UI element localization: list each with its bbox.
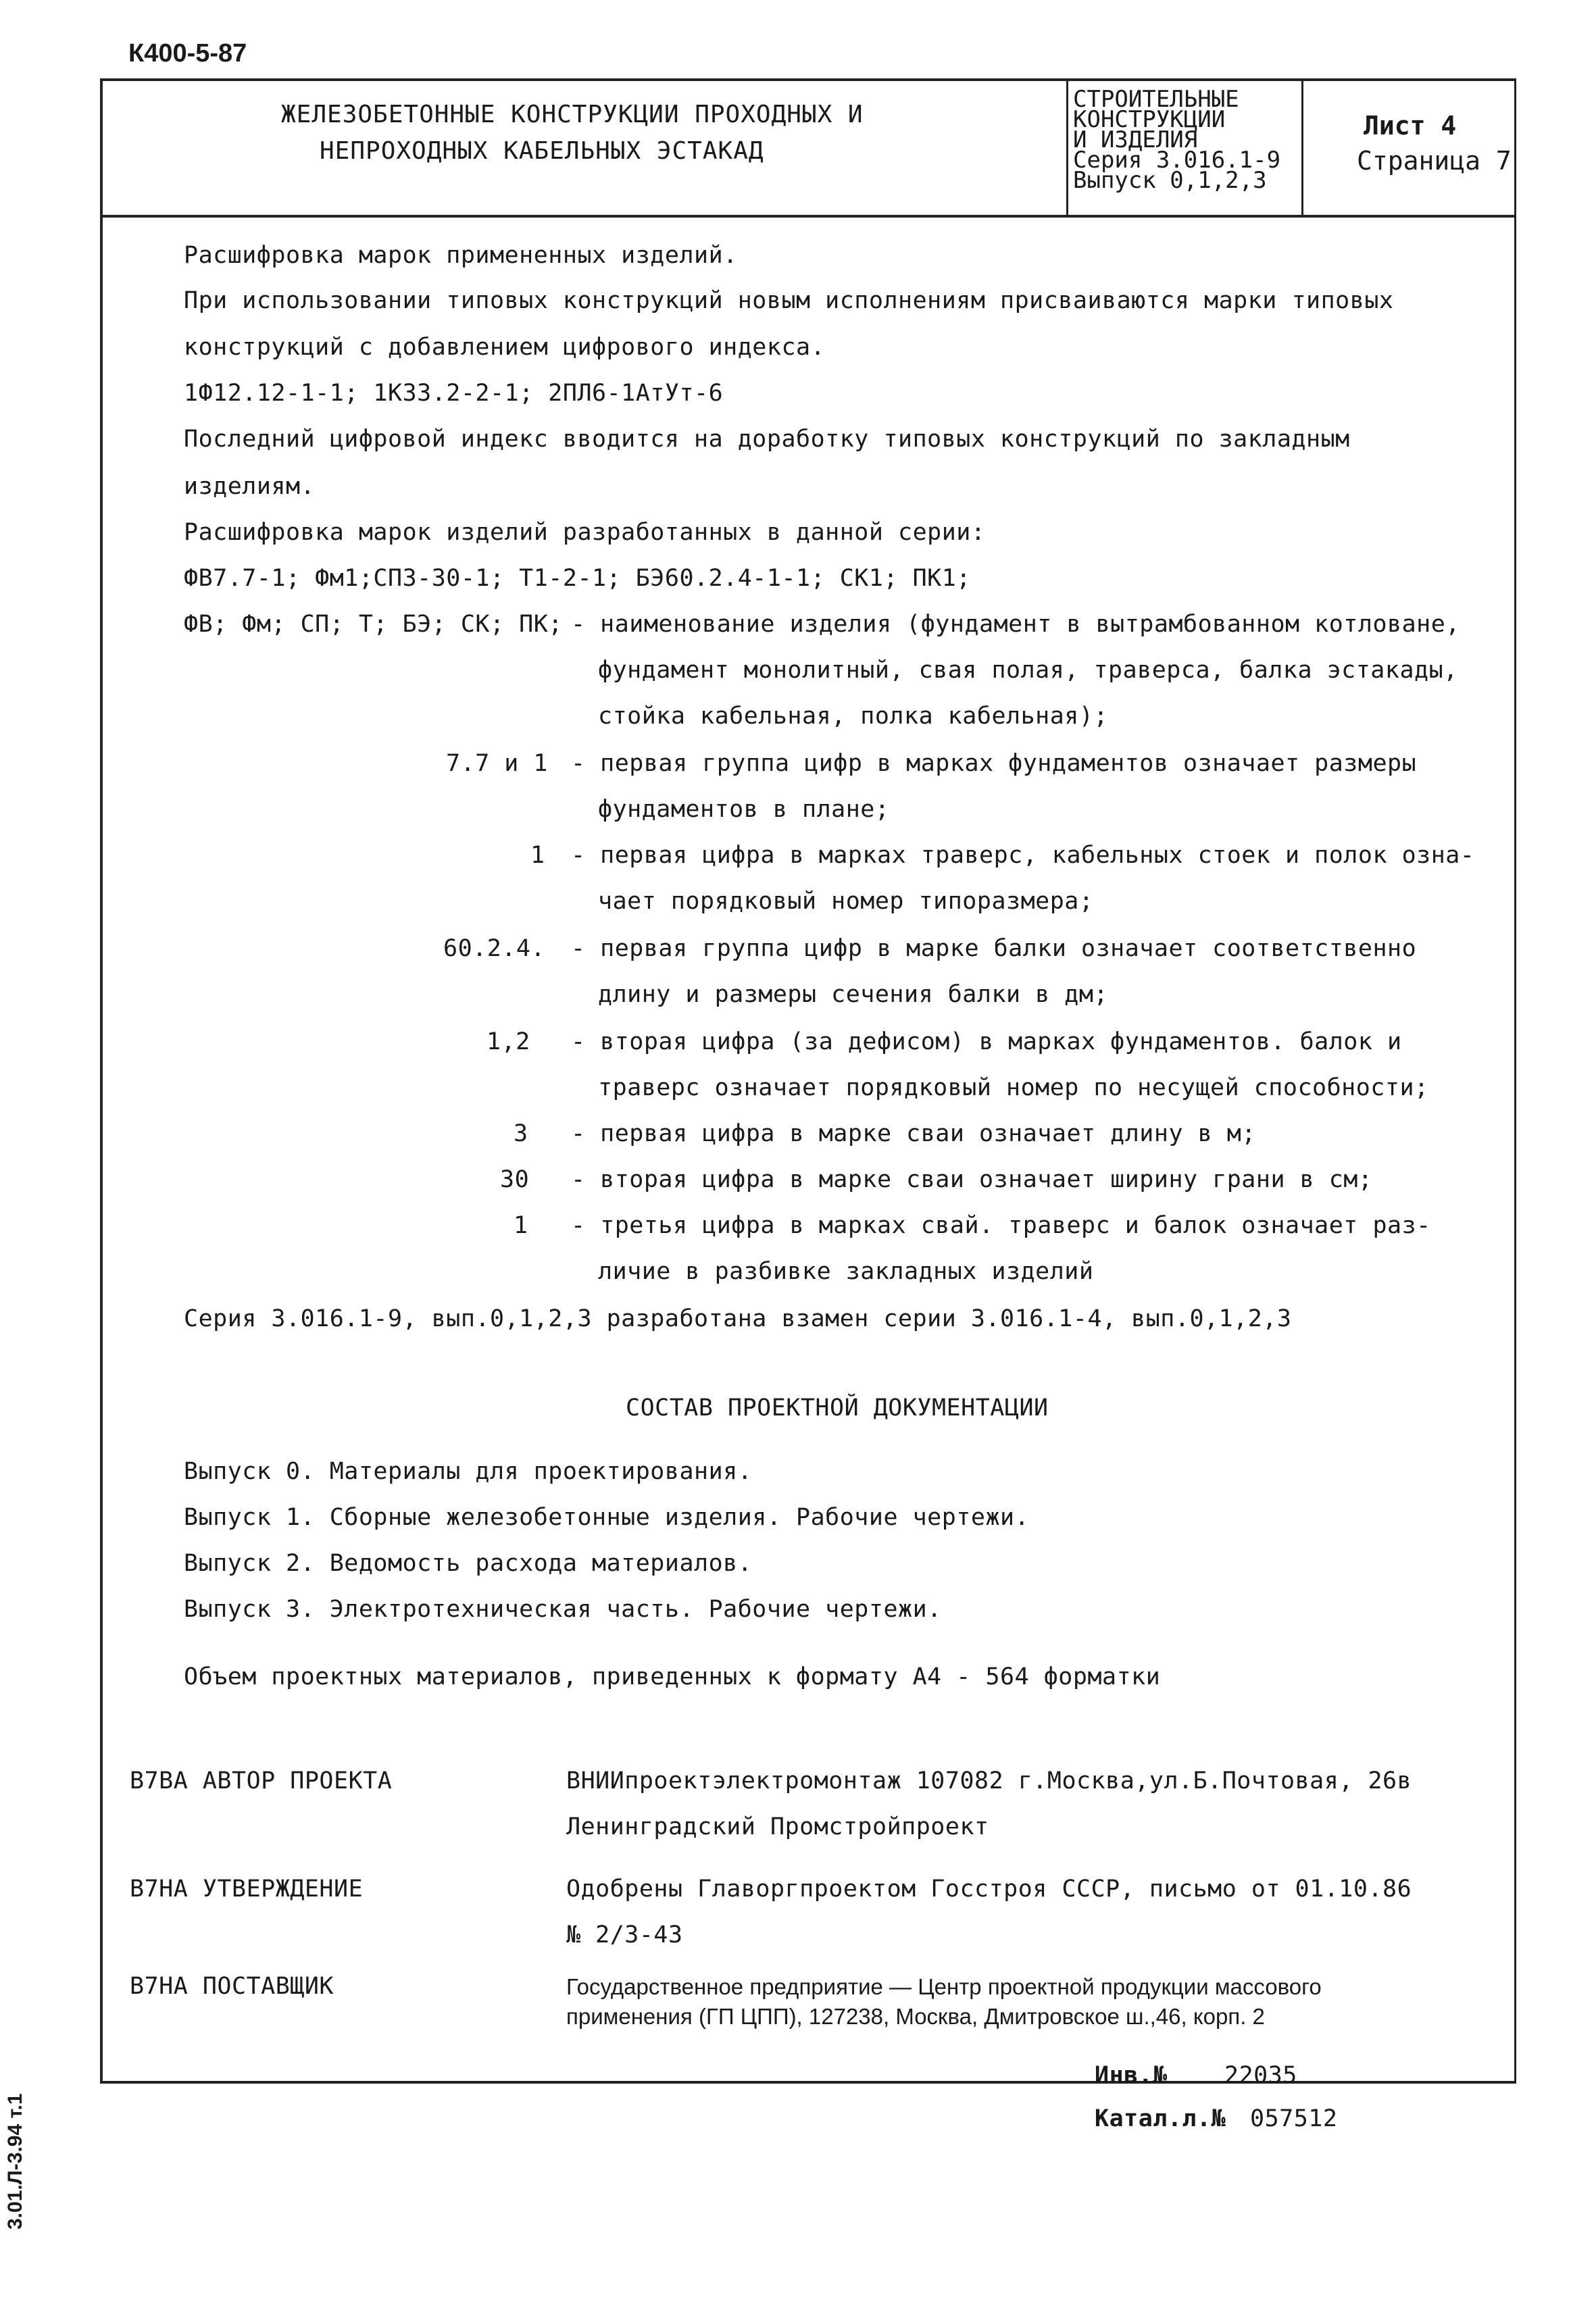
section-title: СОСТАВ ПРОЕКТНОЙ ДОКУМЕНТАЦИИ — [626, 1394, 1049, 1422]
author-line-2: Ленинградский Промстройпроект — [566, 1813, 989, 1840]
def-text: - первая цифра в марке сваи означает длину в м; — [571, 1120, 1256, 1147]
issue-3: Выпуск 3. Электротехническая часть. Рабочие чертежи. — [184, 1596, 942, 1623]
series-line-3: И ИЗДЕЛИЯ — [1073, 126, 1198, 153]
sheet-number: Лист 4 — [1364, 111, 1457, 141]
series-line-4: Серия 3.016.1-9 — [1073, 147, 1281, 174]
def-text: - вторая цифра в марке сваи означает ширину грани в см; — [571, 1166, 1373, 1193]
side-stamp: 3.01.Л-3.94 т.1 — [4, 2093, 26, 2230]
issue-1: Выпуск 1. Сборные железобетонные изделия. Рабочие чертежи. — [184, 1504, 1030, 1531]
issue-2: Выпуск 2. Ведомость расхода материалов. — [184, 1550, 753, 1577]
title-block — [100, 78, 1516, 218]
def-text: - третья цифра в марках свай. траверс и балок означает раз- — [571, 1212, 1431, 1239]
title-divider-2 — [1301, 78, 1303, 215]
def-text: фундамент монолитный, свая полая, траверса, балка эстакады, — [598, 657, 1458, 684]
def-text: - первая группа цифр в марках фундаментов означает размеры — [571, 750, 1417, 777]
catalog-label: Катал.л.№ — [1095, 2105, 1226, 2132]
author-label: В7ВА АВТОР ПРОЕКТА — [130, 1767, 393, 1794]
approval-line-1: Одобрены Главоргпроектом Госстроя СССР, письмо от 01.10.86 — [566, 1876, 1412, 1903]
def-text: личие в разбивке закладных изделий — [598, 1258, 1094, 1285]
series-line-1: СТРОИТЕЛЬНЫЕ — [1073, 86, 1239, 113]
title-divider-1 — [1066, 78, 1068, 215]
def-text: чает порядковый номер типоразмера; — [598, 888, 1094, 915]
page-number: Страница 7 — [1357, 146, 1512, 176]
title-line-1: ЖЕЛЕЗОБЕТОННЫЕ КОНСТРУКЦИИ ПРОХОДНЫХ И — [281, 101, 864, 128]
def-text: - первая цифра в марках траверс, кабельных стоек и полок озна- — [571, 842, 1475, 869]
series-replacement-note: Серия 3.016.1-9, вып.0,1,2,3 разработана взамен серии 3.016.1-4, вып.0,1,2,3 — [184, 1305, 1292, 1332]
paragraph-3: 1Ф12.12-1-1; 1К33.2-2-1; 2ПЛ6-1АтУт-6 — [184, 380, 724, 407]
def-term: 30 — [500, 1166, 530, 1193]
def-text: длину и размеры сечения балки в дм; — [598, 981, 1109, 1008]
paragraph-4a: Последний цифровой индекс вводится на доработку типовых конструкций по закладным — [184, 426, 1350, 453]
volume-note: Объем проектных материалов, приведенных к формату А4 - 564 форматки — [184, 1663, 1161, 1690]
catalog-number: 057512 — [1250, 2105, 1338, 2132]
def-term: 3 — [514, 1120, 528, 1147]
author-line-1: ВНИИпроектэлектромонтаж 107082 г.Москва,ул.Б.Почтовая, 26в — [566, 1767, 1412, 1794]
paragraph-2b: конструкций с добавлением цифрового индекса. — [184, 334, 826, 361]
paragraph-4b: изделиям. — [184, 473, 316, 500]
approval-label: В7НА УТВЕРЖДЕНИЕ — [130, 1876, 364, 1903]
document-code: К400-5-87 — [128, 39, 247, 68]
def-text: стойка кабельная, полка кабельная); — [598, 703, 1109, 730]
def-term: ФВ; Фм; СП; Т; БЭ; СК; ПК; — [184, 611, 563, 638]
approval-line-2: № 2/3-43 — [566, 1921, 683, 1948]
def-text: траверс означает порядковый номер по несущей способности; — [598, 1074, 1429, 1101]
series-line-2: КОНСТРУКЦИИ — [1073, 106, 1226, 133]
issue-0: Выпуск 0. Материалы для проектирования. — [184, 1458, 753, 1485]
series-line-5: Выпуск 0,1,2,3 — [1073, 167, 1267, 194]
def-text: фундаментов в плане; — [598, 796, 890, 823]
series-block — [1073, 86, 1281, 194]
paragraph-2a: При использовании типовых конструкций новым исполнениям присваиваются марки типовых — [184, 287, 1394, 314]
def-term: 1 — [530, 842, 545, 869]
def-term: 60.2.4. — [443, 935, 546, 962]
inventory-number: 22035 — [1224, 2062, 1297, 2089]
paragraph-1: Расшифровка марок примененных изделий. — [184, 242, 738, 269]
def-text: - первая группа цифр в марке балки означает соответственно — [571, 935, 1417, 962]
def-term: 1 — [514, 1212, 528, 1239]
def-text: - вторая цифра (за дефисом) в марках фундаментов. балок и — [571, 1028, 1402, 1055]
paragraph-5: Расшифровка марок изделий разработанных в данной серии: — [184, 519, 986, 546]
supplier-line-2: применения (ГП ЦПП), 127238, Москва, Дмитровское ш.,46, корп. 2 — [566, 2004, 1265, 2029]
inventory-label: Инв.№ — [1095, 2062, 1168, 2089]
def-text: - наименование изделия (фундамент в вытрамбованном котловане, — [571, 611, 1460, 638]
paragraph-6: ФВ7.7-1; Фм1;СП3-30-1; Т1-2-1; БЭ60.2.4-1-1; СК1; ПК1; — [184, 565, 971, 592]
def-term: 7.7 и 1 — [446, 750, 549, 777]
supplier-line-1: Государственное предприятие — Центр проектной продукции массового — [566, 1974, 1322, 1999]
def-term: 1,2 — [487, 1028, 530, 1055]
title-line-2: НЕПРОХОДНЫХ КАБЕЛЬНЫХ ЭСТАКАД — [320, 137, 764, 165]
supplier-label: В7НА ПОСТАВЩИК — [130, 1973, 334, 2000]
